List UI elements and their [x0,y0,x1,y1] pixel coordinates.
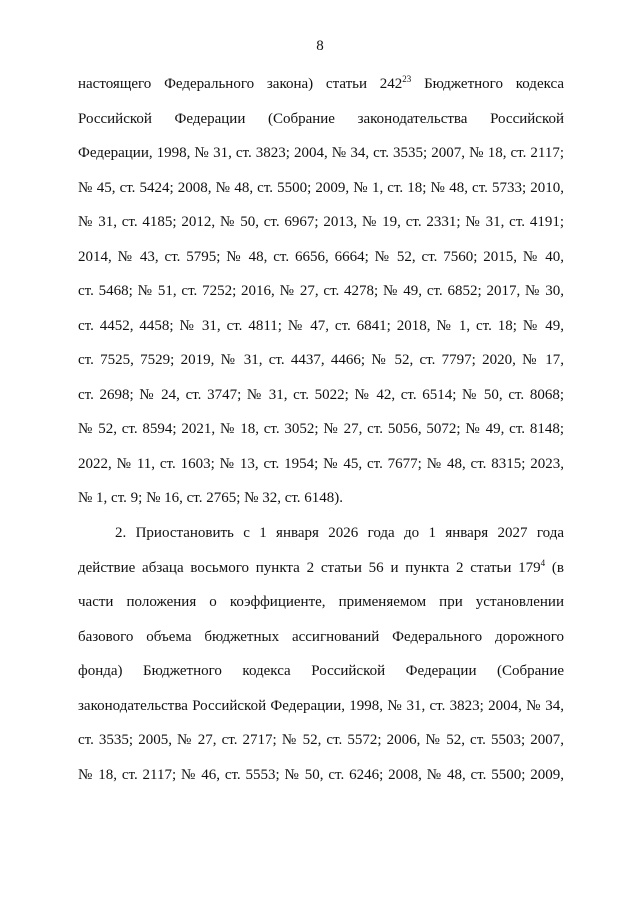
text-line: Федерации, 1998, № 31, ст. 3823; 2004, № 34, ст. 3535; 2007, № 18, ст. 2117; [78,145,564,161]
text-line: 2. Приостановить с 1 января 2026 года до 1 января 2027 года [115,525,564,541]
text-line: № 52, ст. 8594; 2021, № 18, ст. 3052; № 27, ст. 5056, 5072; № 49, ст. 8148; [78,421,564,437]
text-line: базового объема бюджетных ассигнований Федерального дорожного [78,628,564,645]
superscript: 4 [540,557,546,568]
text-line: законодательства Российской Федерации, 1998, № 31, ст. 3823; 2004, № 34, [78,697,564,714]
text-line: действие абзаца восьмого пункта 2 статьи 56 и пункта 2 статьи $179^4$ (в [78,557,564,576]
text-line: ст. 3535; 2005, № 27, ст. 2717; № 52, ст. 5572; 2006, № 52, ст. 5503; 2007, [78,732,564,748]
paragraph-continuation [78,67,564,516]
text-line: № 45, ст. 5424; 2008, № 48, ст. 5500; 2009, № 1, ст. 18; № 48, ст. 5733; 2010, [78,179,564,196]
superscript: 23 [402,74,412,84]
text-line: 2014, № 43, ст. 5795; № 48, ст. 6656, 6664; № 52, ст. 7560; 2015, № 40, [78,248,564,265]
page-number: 8 [316,38,324,54]
text-line: ст. 4452, 4458; № 31, ст. 4811; № 47, ст. 6841; 2018, № 1, ст. 18; № 49, [78,317,564,334]
text-line: части положения о коэффициенте, применяемом при установлении [78,594,564,610]
text-line: № 18, ст. 2117; № 46, ст. 5553; № 50, ст. 6246; 2008, № 48, ст. 5500; 2009, [78,766,564,783]
text-line: ст. 5468; № 51, ст. 7252; 2016, № 27, ст. 4278; № 49, ст. 6852; 2017, № 30, [78,283,564,299]
text-line: ст. 7525, 7529; 2019, № 31, ст. 4437, 4466; № 52, ст. 7797; 2020, № 17, [78,352,564,368]
text-line: № 1, ст. 9; № 16, ст. 2765; № 32, ст. 6148). [78,490,344,506]
text-line: ст. 2698; № 24, ст. 3747; № 31, ст. 5022; № 42, ст. 6514; № 50, ст. 8068; [78,386,564,403]
text-line: № 31, ст. 4185; 2012, № 50, ст. 6967; 2013, № 19, ст. 2331; № 31, ст. 4191; [78,214,564,230]
text-line: 2022, № 11, ст. 1603; № 13, ст. 1954; № 45, ст. 7677; № 48, ст. 8315; 2023, [78,455,564,472]
text-line: Российской Федерации (Собрание законодательства Российской [78,110,564,127]
paragraph-item-2 [78,516,564,792]
text-line: фонда) Бюджетного кодекса Российской Федерации (Собрание [78,663,564,679]
text-line: настоящего Федерального закона) статьи $242^{23}$ Бюджетного кодекса [78,74,564,92]
